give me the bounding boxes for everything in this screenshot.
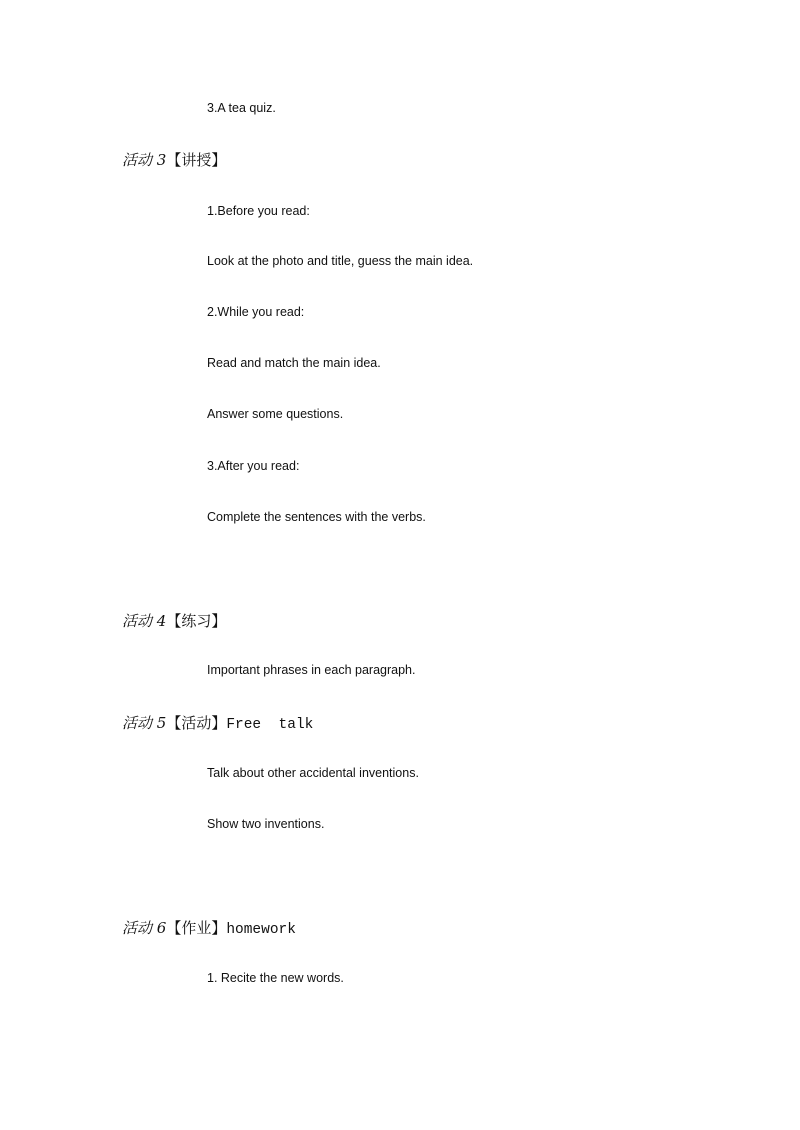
text-line: 2.While you read:: [207, 305, 305, 319]
text-line: Look at the photo and title, guess the main idea.: [207, 254, 474, 268]
activity-heading: [122, 713, 313, 735]
text-line: Important phrases in each paragraph.: [207, 663, 416, 677]
text-line: 1. Recite the new words.: [207, 971, 344, 985]
text-line: Talk about other accidental inventions.: [207, 766, 419, 780]
activity-type: 【讲授】: [166, 151, 227, 169]
activity-type: 【活动】: [166, 714, 227, 732]
activity-heading: [122, 918, 296, 940]
text-line: 3.A tea quiz.: [207, 101, 276, 115]
activity-label: 活动 5: [122, 714, 167, 732]
text-line: 3.After you read:: [207, 459, 300, 473]
text-line: Read and match the main idea.: [207, 356, 381, 370]
activity-heading: [122, 150, 226, 170]
text-line: Complete the sentences with the verbs.: [207, 510, 426, 524]
activity-label: 活动 4: [122, 612, 167, 630]
activity-title: homework: [226, 922, 296, 938]
activity-label: 活动 6: [122, 919, 167, 937]
text-line: 1.Before you read:: [207, 204, 310, 218]
activity-title: Free talk: [226, 717, 314, 733]
activity-heading: [122, 611, 226, 631]
activity-type: 【练习】: [166, 612, 227, 630]
activity-label: 活动 3: [122, 151, 167, 169]
text-line: Show two inventions.: [207, 817, 325, 831]
activity-type: 【作业】: [166, 919, 227, 937]
text-line: Answer some questions.: [207, 407, 344, 421]
